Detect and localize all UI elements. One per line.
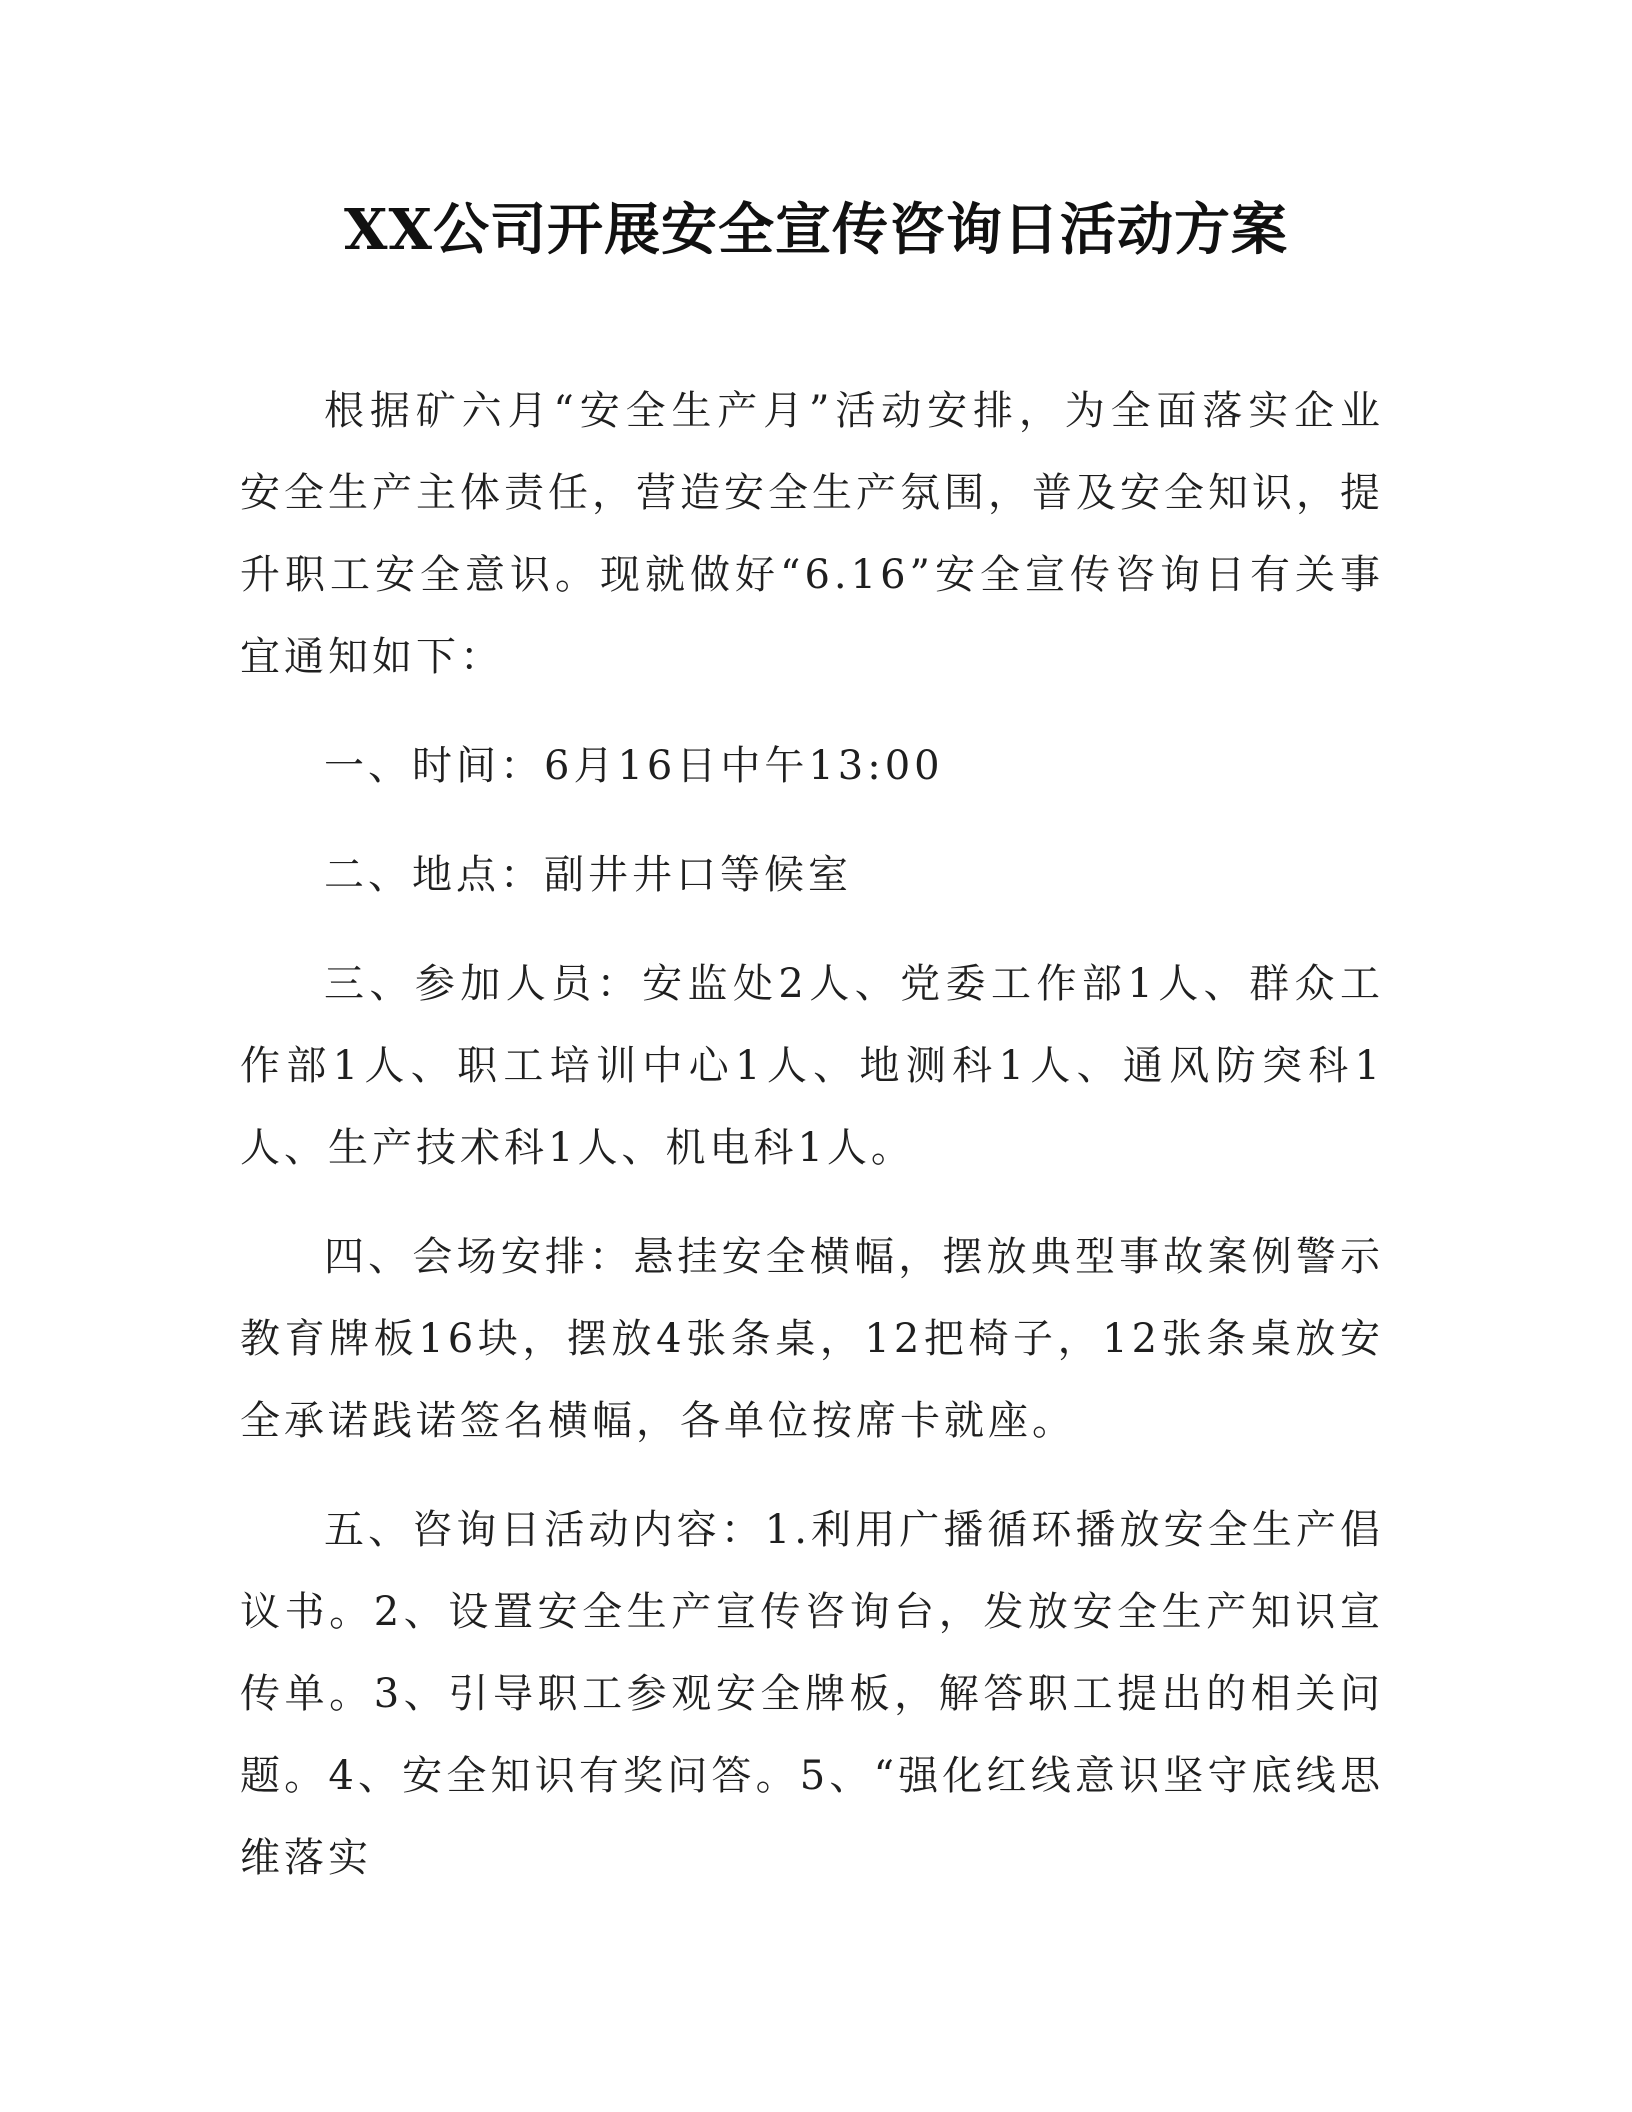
- time-paragraph: 一、时间：6月16日中午13:00: [324, 743, 944, 789]
- location-paragraph: 二、地点：副井井口等候室: [324, 852, 852, 898]
- document-body: [240, 370, 1384, 1899]
- venue-arrangement-paragraph: 四、会场安排：悬挂安全横幅，摆放典型事故案例警示教育牌板16块，摆放4张条桌，12把椅子，12张条桌放安全承诺践诺签名横幅，各单位按席卡就座。: [240, 1234, 1384, 1444]
- activity-content-paragraph: 五、咨询日活动内容：1.利用广播循环播放安全生产倡议书。2、设置安全生产宣传咨询台，发放安全生产知识宣传单。3、引导职工参观安全牌板，解答职工提出的相关问题。4、安全知识有奖问答。5、“强化红线意识坚守底线思维落实: [240, 1507, 1384, 1881]
- intro-paragraph: 根据矿六月“安全生产月”活动安排，为全面落实企业安全生产主体责任，营造安全生产氛围，普及安全知识，提升职工安全意识。现就做好“6.16”安全宣传咨询日有关事宜通知如下：: [240, 388, 1384, 680]
- participants-paragraph: 三、参加人员：安监处2人、党委工作部1人、群众工作部1人、职工培训中心1人、地测科1人、通风防突科1人、生产技术科1人、机电科1人。: [240, 961, 1384, 1171]
- document-title: XX公司开展安全宣传咨询日活动方案: [344, 197, 1288, 263]
